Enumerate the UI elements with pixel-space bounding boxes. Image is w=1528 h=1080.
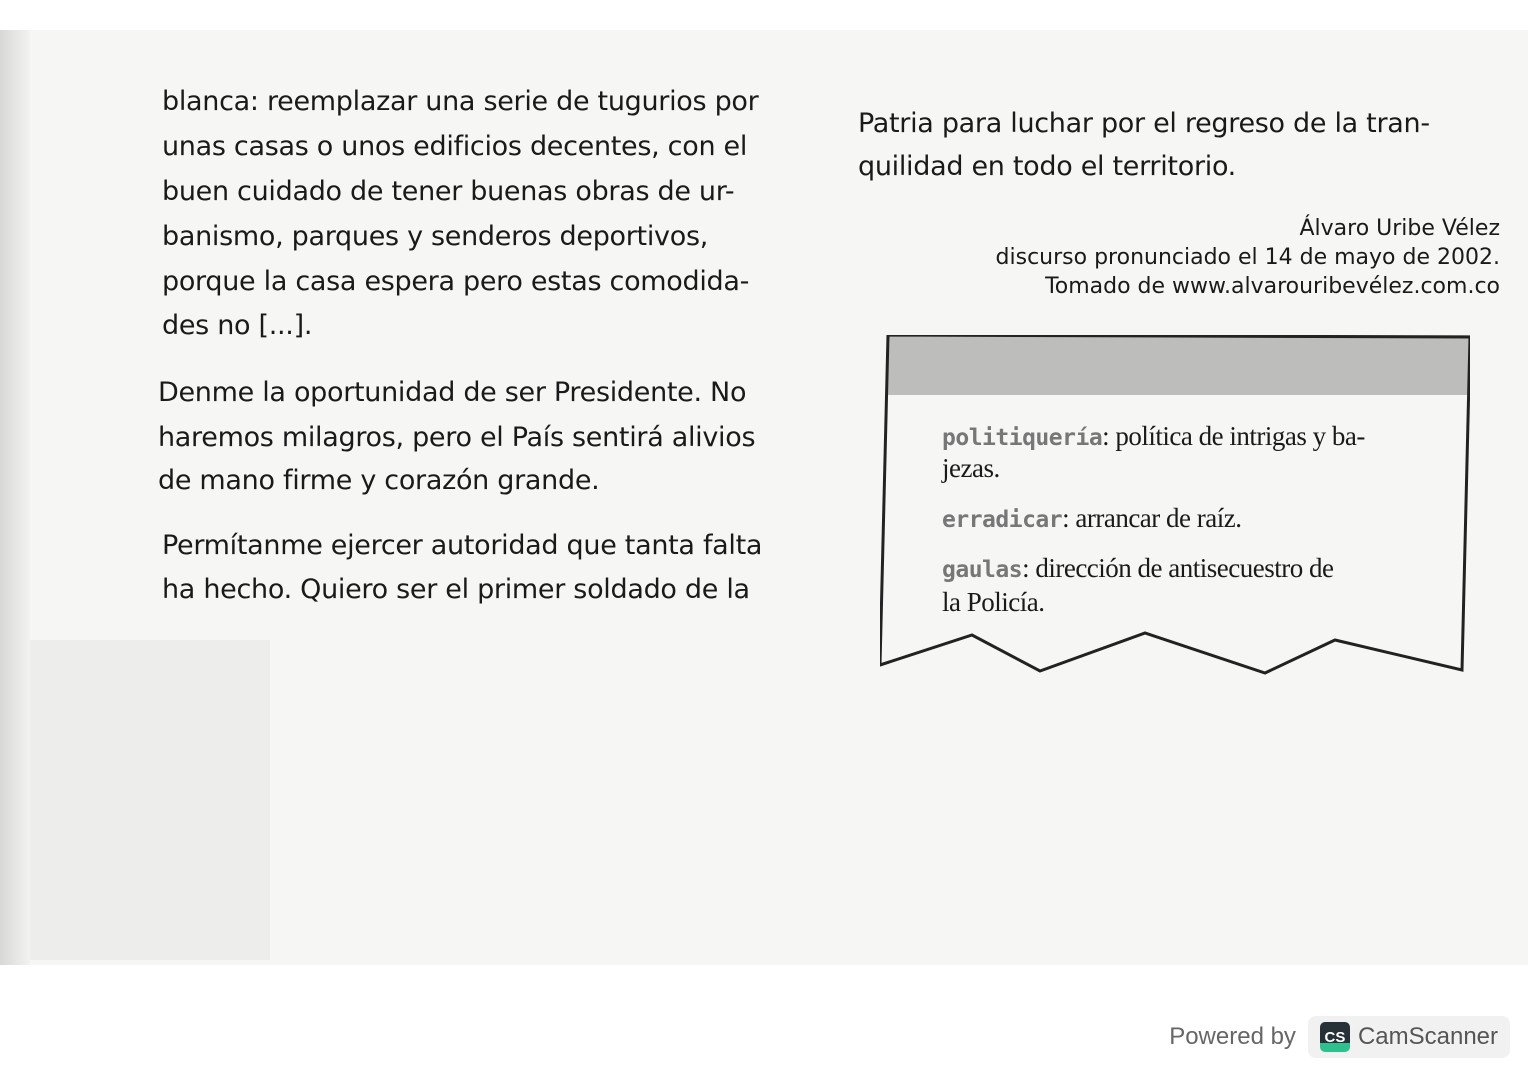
- camscanner-watermark: [1169, 1016, 1510, 1058]
- attribution-source: Tomado de www.alvarouribevélez.com.co: [1045, 274, 1500, 299]
- text-line: porque la casa espera pero estas comodida-: [162, 266, 750, 297]
- page-edge-shadow: [0, 30, 30, 965]
- glossary-definition: : dirección de antisecuestro de: [1022, 553, 1334, 583]
- camscanner-badge: [1308, 1016, 1510, 1058]
- text-line: buen cuidado de tener buenas obras de ur-: [162, 176, 735, 207]
- text-line: Denme la oportunidad de ser Presidente. No: [158, 377, 747, 408]
- text-line: blanca: reemplazar una serie de tugurios por: [162, 86, 759, 117]
- bleed-through-area: [30, 640, 270, 960]
- text-line: quilidad en todo el territorio.: [858, 151, 1236, 182]
- text-line: de mano firme y corazón grande.: [158, 465, 600, 496]
- glossary-definition: : política de intrigas y ba-: [1102, 421, 1365, 451]
- glossary-box: [880, 335, 1470, 675]
- glossary-definition-cont: la Policía.: [942, 587, 1045, 617]
- powered-by-label: Powered by: [1169, 1023, 1296, 1050]
- text-line: haremos milagros, pero el País sentirá alivios: [158, 422, 756, 453]
- text-line: des no [...].: [162, 310, 313, 341]
- text-line: Permítanme ejercer autoridad que tanta falta: [162, 530, 763, 561]
- text-line: unas casas o unos edificios decentes, con el: [162, 131, 748, 162]
- glossary-term: politiquería: [942, 425, 1103, 451]
- camscanner-brand: CamScanner: [1357, 1023, 1498, 1050]
- glossary-term: erradicar: [942, 507, 1063, 533]
- camscanner-logo-icon: CS: [1320, 1022, 1350, 1052]
- attribution-speech: discurso pronunciado el 14 de mayo de 2002.: [995, 245, 1500, 270]
- text-line: Patria para luchar por el regreso de la tran-: [858, 108, 1430, 139]
- glossary-definition: : arrancar de raíz.: [1062, 503, 1242, 533]
- glossary-definition-cont: jezas.: [942, 453, 1000, 483]
- text-line: banismo, parques y senderos deportivos,: [162, 221, 708, 252]
- text-line: ha hecho. Quiero ser el primer soldado de la: [162, 574, 750, 605]
- glossary-entry: [942, 421, 1365, 452]
- glossary-term: gaulas: [942, 557, 1023, 583]
- glossary-entry: [942, 503, 1241, 534]
- glossary-entry: [942, 553, 1333, 584]
- attribution-author: Álvaro Uribe Vélez: [1299, 216, 1500, 241]
